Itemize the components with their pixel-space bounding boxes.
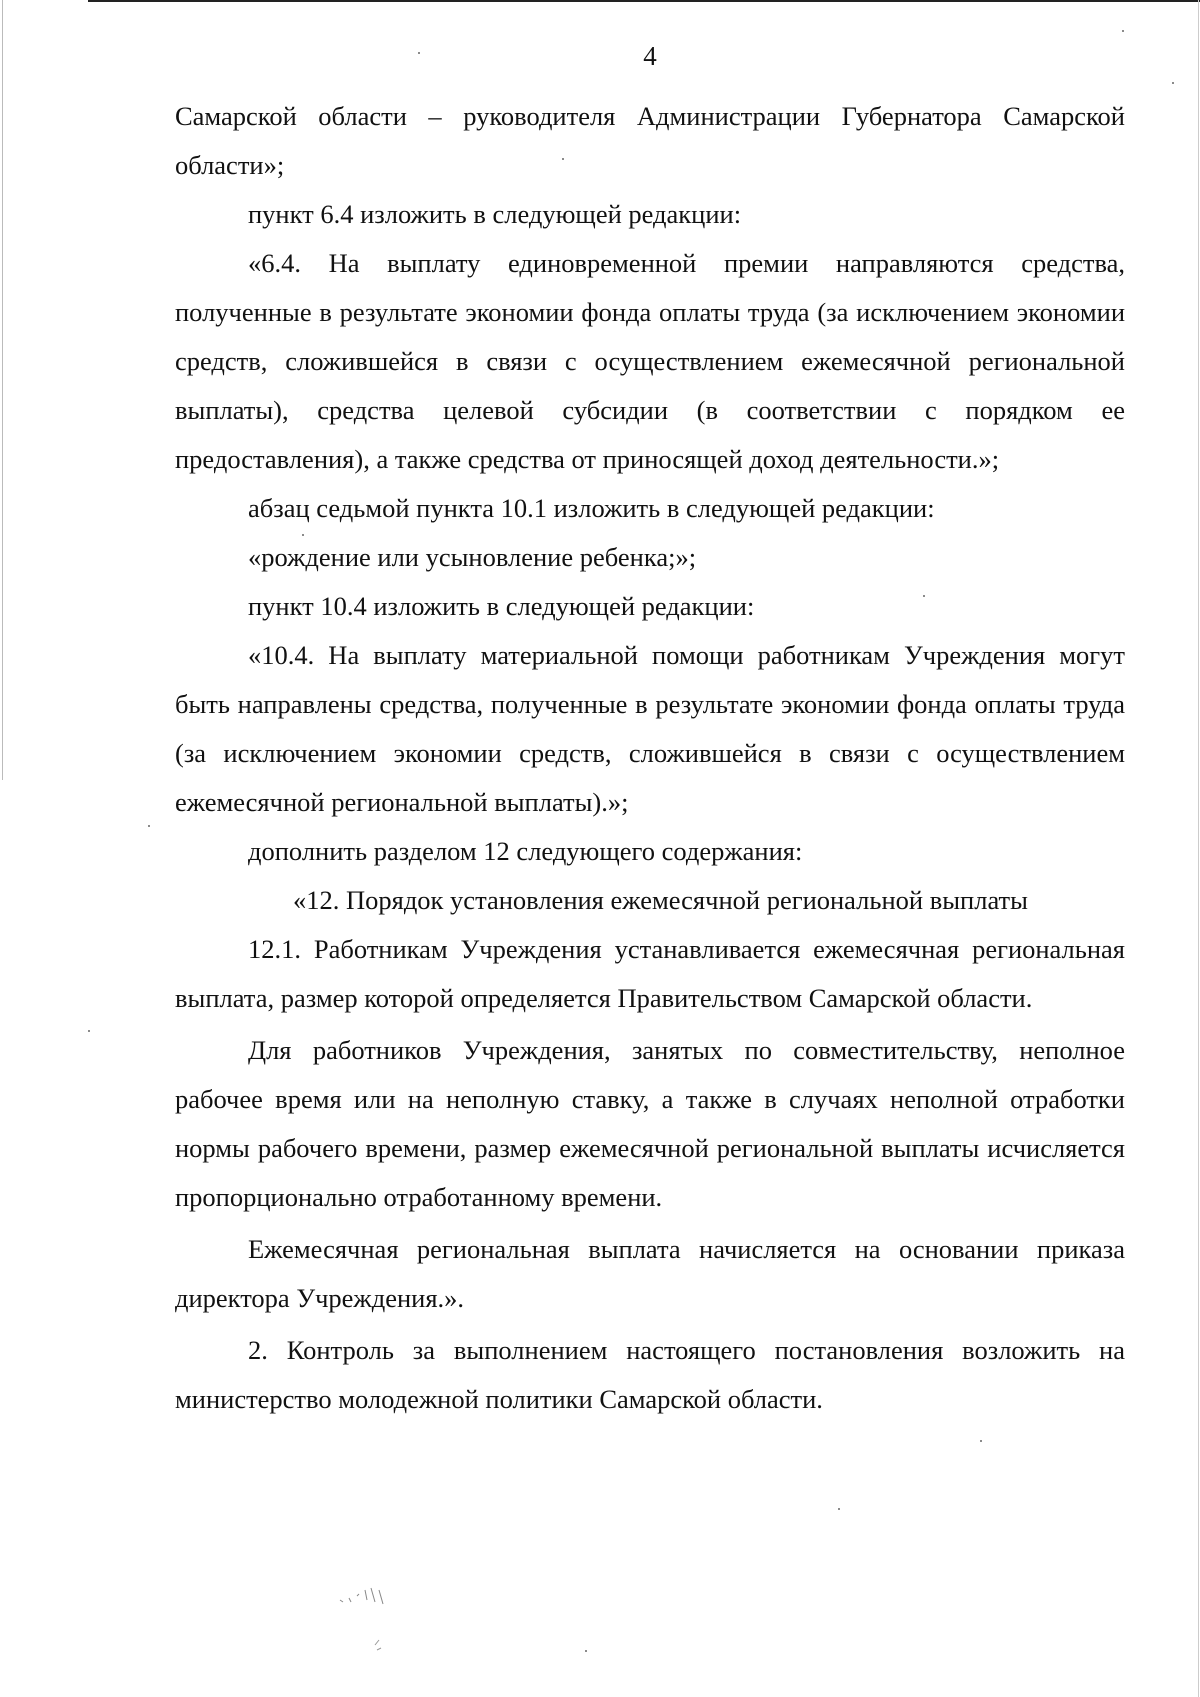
scan-speck [838,1508,840,1510]
scan-speck [585,1650,587,1652]
paragraph-10-1-text: «рождение или усыновление ребенка;»; [248,542,697,572]
scan-speck [980,1440,982,1442]
paragraph-accrual-order: Ежемесячная региональная выплата начисляется на основании приказа директора Учреждения.». [175,1234,1125,1313]
page-number: 4 [643,41,657,71]
paragraph-10-4-text: «10.4. На выплату материальной помощи работникам Учреждения могут быть направлены средства, полученные в результате экономии фонда оплаты труда (за исключением экономии средств, сложившейся в связи с осуществлением ежемесячной региональной выплаты).»; [175,640,1125,817]
scan-speck [1172,82,1174,84]
paragraph-6-4-text: «6.4. На выплату единовременной премии направляются средства, полученные в результате экономии фонда оплаты труда (за исключением экономии средств, сложившейся в связи с осуществлением ежемесячной региональной выплаты), средства целевой субсидии (в соответствии с порядком ее предоставления), а также средства от приносящей доход деятельности.»; [175,248,1125,474]
scan-speck [923,595,925,597]
section-12-title: «12. Порядок установления ежемесячной региональной выплаты [293,885,1028,915]
paragraph-amend-6-4-intro: пункт 6.4 изложить в следующей редакции: [248,199,742,229]
top-border-line [88,0,1200,2]
paragraph-part-time-workers: Для работников Учреждения, занятых по совместительству, неполное рабочее время или на неполную ставку, а также в случаях неполной отработки нормы рабочего времени, размер ежемесячной региональной выплаты исчисляется пропорционально отработанному времени. [175,1035,1125,1212]
paragraph-amend-10-1-intro: абзац седьмой пункта 10.1 изложить в следующей редакции: [248,493,935,523]
scan-speck [302,534,304,536]
scan-speck [88,1030,90,1032]
paragraph-12-1: 12.1. Работникам Учреждения устанавливается ежемесячная региональная выплата, размер которой определяется Правительством Самарской области. [175,934,1125,1013]
paragraph-amend-10-4-intro: пункт 10.4 изложить в следующей редакции: [248,591,755,621]
handwritten-mark [335,1580,415,1660]
paragraph-control-clause: 2. Контроль за выполнением настоящего постановления возложить на министерство молодежной политики Самарской области. [175,1335,1125,1414]
document-body [175,92,1125,1424]
right-scan-edge [1198,0,1199,1697]
scan-speck [148,825,150,827]
left-scan-edge [2,0,3,780]
scan-speck [418,52,420,54]
paragraph-add-section-12-intro: дополнить разделом 12 следующего содержания: [248,836,803,866]
scan-speck [562,158,564,160]
paragraph-continuation: Самарской области – руководителя Администрации Губернатора Самарской области»; [175,101,1125,180]
scan-speck [1122,30,1124,32]
